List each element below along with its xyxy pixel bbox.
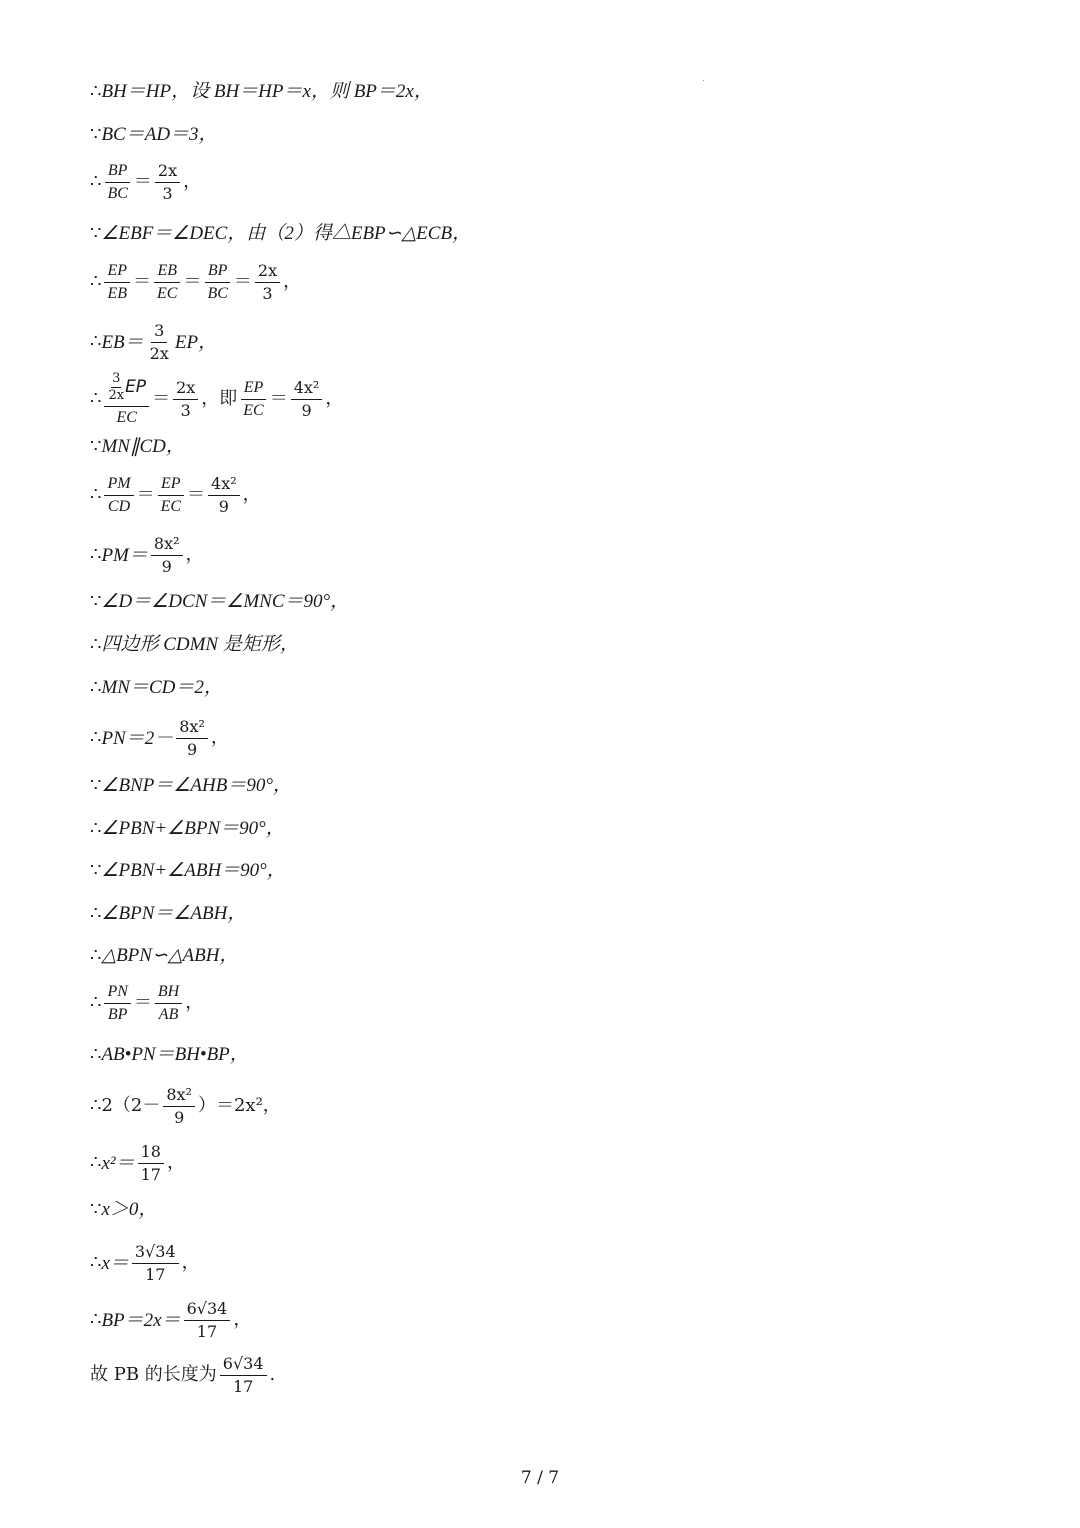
step-1 — [90, 82, 433, 101]
therefore-sign: ∴ — [90, 80, 102, 102]
therefore-sign: ∴ — [90, 1152, 102, 1174]
therefore-sign: ∴ — [90, 1252, 102, 1274]
fraction: $\frac{2x}{3}$ — [173, 379, 198, 419]
step-text: ∠BPN＝∠ABH， — [101, 903, 247, 924]
therefore-sign: ∴ — [90, 388, 102, 410]
therefore-sign: ∴ — [90, 544, 102, 566]
fraction: $\frac{BH}{AB}$ — [155, 983, 182, 1023]
step-text: MN∥CD， — [101, 436, 185, 457]
step-text: BH＝HP，设 BH＝HP＝x，则 BP＝2x， — [101, 81, 433, 102]
because-sign: ∵ — [90, 590, 102, 612]
fraction: $\frac{\text{8x²}}{9}$ — [163, 1086, 195, 1126]
page-number: 7 / 7 — [520, 1468, 560, 1488]
step-19 — [90, 946, 238, 965]
because-sign: ∵ — [90, 859, 102, 881]
step-text: AB•PN＝BH•BP， — [101, 1044, 249, 1065]
step-20: ∴ $\frac{PN}{BP}$ ＝ $\frac{BH}{AB}$ ， — [90, 983, 204, 1023]
therefore-sign: ∴ — [90, 1095, 102, 1117]
therefore-sign: ∴ — [90, 331, 102, 353]
therefore-sign: ∴ — [90, 484, 102, 506]
fraction: $\frac{2x}{3}$ — [155, 162, 180, 202]
step-4 — [90, 224, 471, 243]
step-21 — [90, 1045, 249, 1064]
step-24 — [90, 1200, 157, 1219]
step-text: MN＝CD＝2， — [101, 677, 223, 698]
step-6: ∴ EB＝ $\frac{3}{2x}$ EP， — [90, 321, 218, 363]
conclusion: 故 PB 的长度为 $\frac{6√34}{17}$ . — [90, 1354, 276, 1396]
step-text: BC＝AD＝3， — [101, 124, 218, 145]
therefore-sign: ∴ — [90, 1043, 102, 1065]
step-23: ∴ x²＝ $\frac{18}{17}$ ， — [90, 1142, 185, 1184]
step-12 — [90, 635, 299, 654]
because-sign: ∵ — [90, 222, 102, 244]
fraction: $\frac{\text{8x²}}{9}$ — [176, 718, 208, 758]
fraction: $\frac{6√34}{17}$ — [220, 1355, 267, 1395]
therefore-sign: ∴ — [90, 817, 102, 839]
therefore-sign: ∴ — [90, 944, 102, 966]
fraction: $\frac{3√34}{17}$ — [132, 1243, 179, 1283]
fraction: $\frac{\text{4x²}}{9}$ — [208, 475, 240, 515]
step-11 — [90, 592, 349, 611]
step-25: ∴ x＝ $\frac{3√34}{17}$ ， — [90, 1242, 200, 1284]
because-sign: ∵ — [90, 774, 102, 796]
fraction: $\frac{BP}{BC}$ — [104, 162, 130, 202]
therefore-sign: ∴ — [90, 992, 102, 1014]
therefore-sign: ∴ — [90, 633, 102, 655]
step-18 — [90, 904, 246, 923]
step-26: ∴ BP＝2x＝ $\frac{6√34}{17}$ ， — [90, 1299, 252, 1341]
fraction: $\frac{\text{4x²}}{9}$ — [291, 379, 323, 419]
step-text: ∠PBN+∠BPN＝90°， — [101, 818, 285, 839]
therefore-sign: ∴ — [90, 171, 102, 193]
therefore-sign: ∴ — [90, 902, 102, 924]
step-10: ∴ PM＝ $\frac{\text{8x²}}{9}$ ， — [90, 534, 204, 576]
step-7: ∴ $\frac{3}{2x}$ EP EC ＝ $\frac{2x}{3}$ ， 即 $\frac{EP}{EC}$ ＝ $\frac{\text{4x²}}{9}$ ， — [90, 371, 344, 426]
step-text: x＞0， — [101, 1199, 158, 1220]
step-22: ∴ 2（2－ $\frac{\text{8x²}}{9}$ ）＝2x²， — [90, 1085, 281, 1127]
therefore-sign: ∴ — [90, 676, 102, 698]
fraction: $\frac{PM}{CD}$ — [104, 475, 133, 515]
step-5: ∴ $\frac{EP}{EB}$ ＝ $\frac{EB}{EC}$ ＝ $\frac{BP}{BC}$ ＝ $\frac{2x}{3}$ ， — [90, 261, 302, 303]
step-text: 四边形 CDMN 是矩形， — [101, 634, 299, 655]
step-text: ∠EBF＝∠DEC，由（2）得△EBP∽△ECB， — [101, 223, 472, 244]
because-sign: ∵ — [90, 123, 102, 145]
fraction: $\frac{EP}{EC}$ — [240, 379, 266, 419]
fraction: $\frac{EP}{EB}$ — [104, 262, 130, 302]
fraction: $\frac{18}{17}$ — [138, 1143, 164, 1183]
step-17 — [90, 861, 286, 880]
because-sign: ∵ — [90, 435, 102, 457]
step-text: △BPN∽△ABH， — [101, 945, 239, 966]
complex-fraction: $\frac{3}{2x}$ EP EC — [104, 372, 149, 426]
fraction: $\frac{EB}{EC}$ — [154, 262, 180, 302]
step-13 — [90, 678, 223, 697]
step-text: ∠PBN+∠ABH＝90°， — [101, 860, 286, 881]
because-sign: ∵ — [90, 1198, 102, 1220]
step-15 — [90, 776, 292, 795]
step-text: ∠D＝∠DCN＝∠MNC＝90°， — [101, 591, 350, 612]
fraction: $\frac{3}{2x}$ — [149, 321, 169, 363]
scan-speck — [703, 80, 704, 81]
fraction: $\frac{EP}{EC}$ — [158, 475, 184, 515]
fraction: $\frac{BP}{BC}$ — [204, 262, 230, 302]
step-2 — [90, 125, 218, 144]
step-14: ∴ PN＝2－ $\frac{\text{8x²}}{9}$ ， — [90, 717, 229, 759]
therefore-sign: ∴ — [90, 1309, 102, 1331]
step-8 — [90, 437, 185, 456]
step-16 — [90, 819, 285, 838]
step-9: ∴ $\frac{PM}{CD}$ ＝ $\frac{EP}{EC}$ ＝ $\frac{\text{4x²}}{9}$ ， — [90, 474, 261, 516]
fraction: $\frac{6√34}{17}$ — [184, 1300, 231, 1340]
step-3: ∴ $\frac{BP}{BC}$ ＝ $\frac{2x}{3}$ ， — [90, 161, 202, 203]
fraction: $\frac{PN}{BP}$ — [104, 983, 130, 1023]
step-text: ∠BNP＝∠AHB＝90°， — [101, 775, 292, 796]
therefore-sign: ∴ — [90, 727, 102, 749]
fraction: $\frac{\text{8x²}}{9}$ — [151, 535, 183, 575]
fraction: $\frac{2x}{3}$ — [255, 262, 280, 302]
therefore-sign: ∴ — [90, 271, 102, 293]
